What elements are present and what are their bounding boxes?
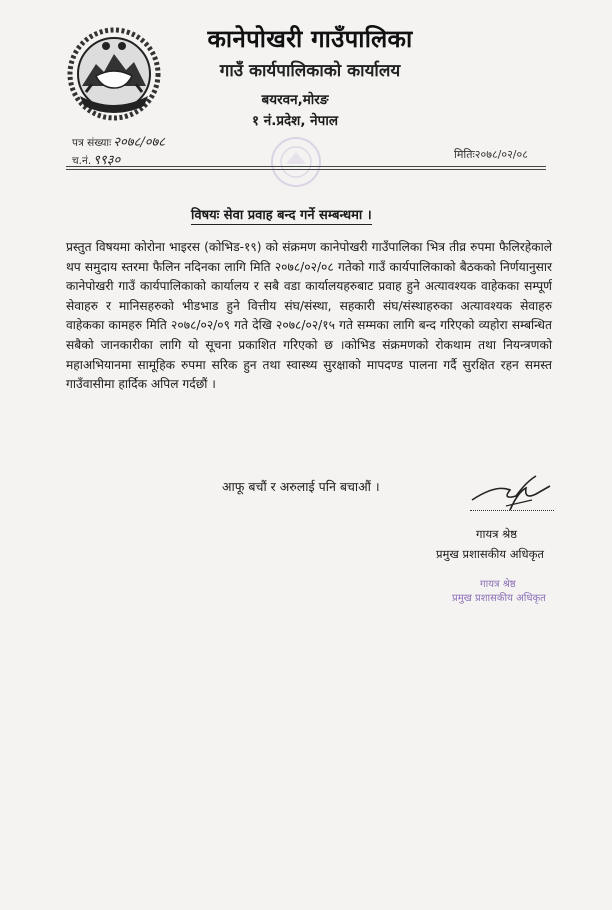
stamp-name: गायत्र श्रेष्ठ: [480, 579, 516, 590]
office-name: कानेपोखरी गाउँपालिका: [207, 25, 413, 53]
slogan: आफू बचौं र अरुलाई पनि बचाऔं ।: [222, 479, 380, 494]
patra-label: पत्र संख्याः: [72, 137, 112, 149]
header-divider: [66, 166, 546, 167]
patra-sankhya-row: [72, 132, 165, 150]
date-value: २०७८/०२/०८: [474, 148, 528, 161]
stamp-title: प्रमुख प्रशासकीय अधिकृत: [452, 593, 546, 604]
chalani-label: च.नं.: [72, 155, 92, 167]
chalani-value: ९९३०: [93, 153, 121, 168]
date-label: मितिः: [454, 148, 475, 161]
signature-line: [470, 510, 554, 511]
notice-body: प्रस्तुत विषयमा कोरोना भाइरस (कोभिड-१९) को संक्रमण कानेपोखरी गाउँपालिका भित्र तीव्र रुपमा फैलिरहेकाले थप समुदाय स्तरमा फैलिन नदिनका लागि मिति २०७८/०२/०८ गतेको गाउँ कार्यपालिकाको बैठकको निर्णयानुसार कानेपोखरी गाउँ कार्यपालिकाको कार्यालय र सबै वडा कार्यालयहरुबाट प्रवाह हुने अत्यावश्यक वाहेकका सम्पूर्ण सेवाहरु र मानिसहरुको भीडभाड हुने वित्तीय संघ/संस्था, सहकारी संघ/संस्थाहरुका अत्यावश्यक सेवाहरु वाहेकका कामहरु मिति २०७८/०२/०९ गते देखि २०७८/०२/१५ गते सम्मका लागि बन्द गरिएको व्यहोरा सम्बन्धित सबैको जानकारीका लागि यो सूचना प्रकाशित गरिएको छ ।कोभिड संक्रमणको रोकथाम तथा नियन्त्रणको महाअभियानमा सामूहिक रुपमा सरिक हुन तथा स्वास्थ्य सुरक्षाको मापदण्ड पालना गर्दै सुरक्षित रहन समस्त गाउँवासीमा हार्दिक अपिल गर्दछौं ।: [66, 240, 552, 392]
handwritten-signature-icon: [466, 470, 556, 522]
header-divider-thin: [66, 169, 546, 170]
signer-title: प्रमुख प्रशासकीय अधिकृत: [436, 547, 544, 561]
nepal-emblem-icon: [66, 26, 162, 122]
patra-value: २०७८/०७८: [113, 135, 165, 150]
address-line-1: बयरवन,मोरङ: [261, 92, 329, 108]
office-subtitle: गाउँ कार्यपालिकाको कार्यालय: [219, 61, 401, 81]
faded-seal-icon: [268, 134, 324, 190]
subject-line: विषयः सेवा प्रवाह बन्द गर्ने सम्बन्धमा ।: [191, 205, 372, 225]
signer-name: गायत्र श्रेष्ठ: [476, 527, 518, 541]
date-row: [454, 147, 528, 162]
address-line-2: १ नं.प्रदेश, नेपाल: [251, 113, 338, 129]
